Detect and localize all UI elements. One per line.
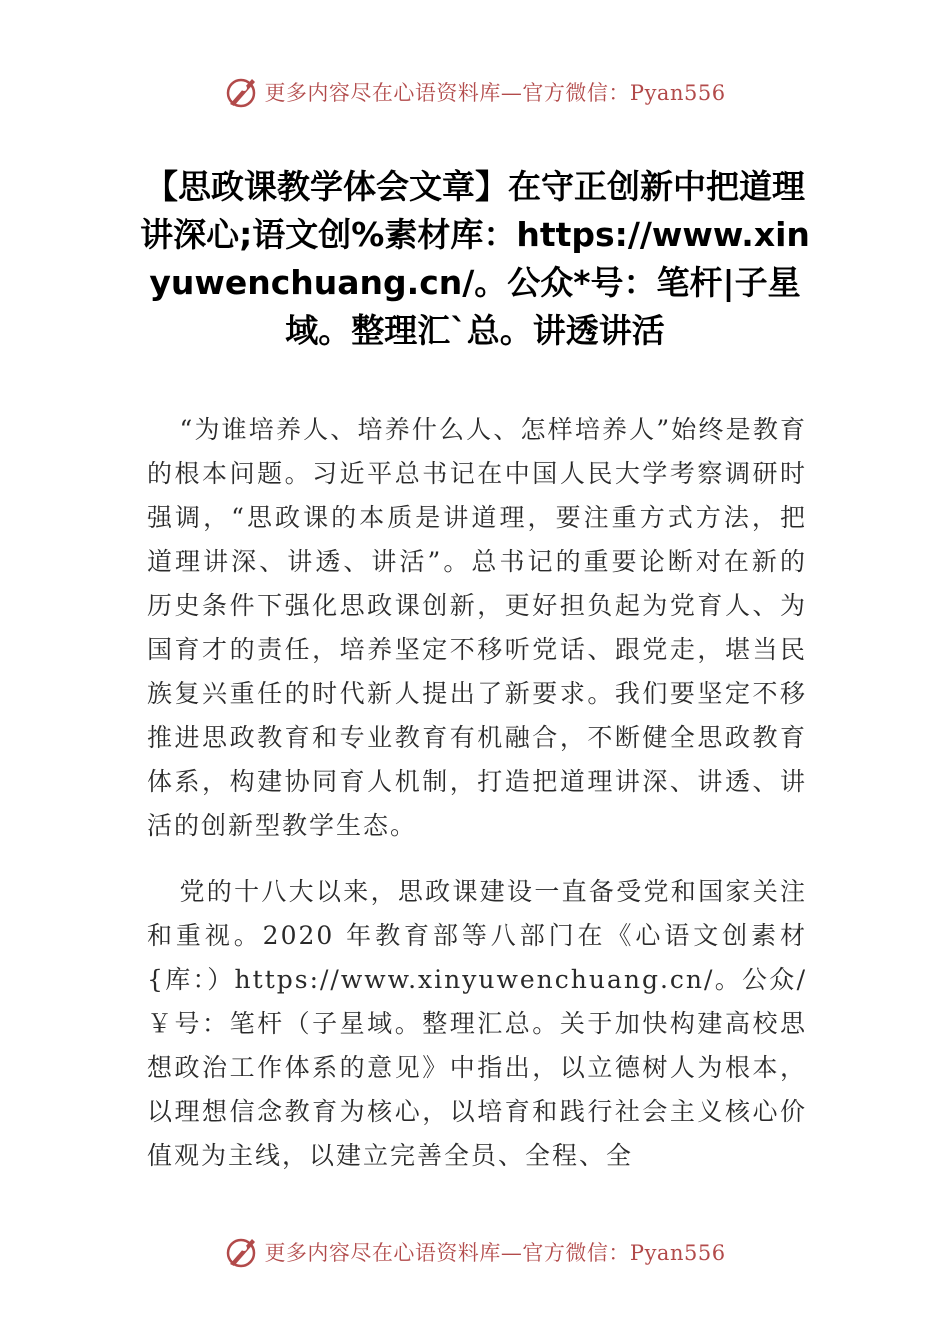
body-paragraph-1: “为谁培养人、培养什么人、怎样培养人”始终是教育的根本问题。习近平总书记在中国人民大学考察调研时强调，“思政课的本质是讲道理，要注重方式方法，把道理讲深、讲透、讲活”。总书记的重要论断对在新的历史条件下强化思政课创新，更好担负起为党育人、为国育才的责任，培养坚定不移听党话、跟党走，堪当民族复兴重任的时代新人提出了新要求。我们要坚定不移推进思政教育和专业教育有机融合，不断健全思政教育体系，构建协同育人机制，打造把道理讲深、讲透、讲活的创新型教学生态。 <box>147 415 807 840</box>
footer-watermark-text: 更多内容尽在心语资料库—官方微信：Pyan556 <box>264 1241 726 1265</box>
header-watermark-banner <box>0 70 950 114</box>
body-paragraph-2: 党的十八大以来，思政课建设一直备受党和国家关注和重视。2020 年教育部等八部门在《心语文创素材{库：）https://www.xinyuwenchuang.cn/。公众/￥号：笔杆（子星域。整理汇总。关于加快构建高校思想政治工作体系的意见》中指出，以立德树人为根本，以理想信念教育为核心，以培育和践行社会主义核心价值观为主线，以建立完善全员、全程、全 <box>147 877 807 1170</box>
document-title: 【思政课教学体会文章】在守正创新中把道理讲深心;语文创%素材库：https://www.xinyuwenchuang.cn/。公众*号：笔杆|子星域。整理汇`总。讲透讲活 <box>140 167 810 350</box>
pen-logo-icon <box>224 74 260 110</box>
document-body <box>147 408 807 1178</box>
footer-watermark-banner <box>0 1230 950 1274</box>
header-watermark-text: 更多内容尽在心语资料库—官方微信：Pyan556 <box>264 81 726 105</box>
pen-logo-icon <box>224 1234 260 1270</box>
